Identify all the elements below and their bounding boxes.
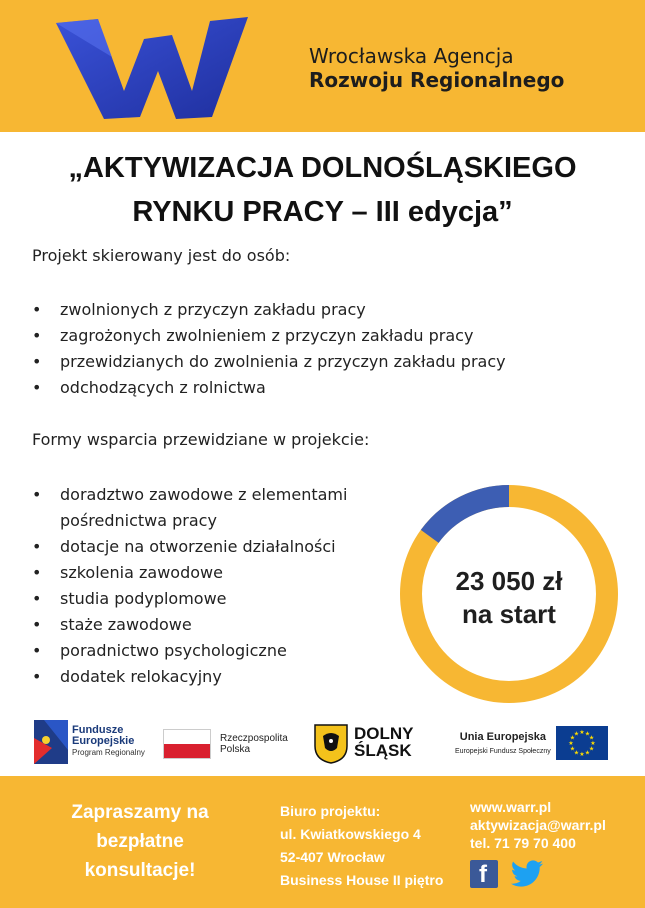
fundusze-europejskie-logo-icon	[34, 720, 68, 764]
eu-star-icon: ★	[584, 749, 591, 757]
footer-band	[0, 776, 645, 908]
list-item: • poradnictwo psychologiczne	[32, 638, 392, 664]
list-item: • przewidzianych do zwolnienia z przyczyn zakładu pracy	[32, 349, 592, 375]
list-item: • zwolnionych z przyczyn zakładu pracy	[32, 297, 592, 323]
ds-logo-text	[354, 725, 414, 759]
office-line: Biuro projektu:	[280, 803, 381, 819]
list-item: • studia podyplomowe	[32, 586, 392, 612]
grant-caption: na start	[462, 599, 556, 629]
office-line: Business House II piętro	[280, 872, 444, 888]
ds-line2: ŚLĄSK	[354, 741, 412, 760]
list-item: • odchodzących z rolnictwa	[32, 375, 592, 401]
eu-star-icon: ★	[573, 730, 580, 738]
donut-accent-segment	[430, 496, 509, 536]
invite-text: Zapraszamy na bezpłatne konsultacje!	[71, 802, 209, 881]
fe-line1: Fundusze	[72, 724, 124, 736]
phone-number: tel. 71 79 70 400	[470, 835, 576, 851]
ue-line2: Europejski Fundusz Społeczny	[455, 748, 551, 755]
office-address	[280, 800, 443, 892]
rp-logo-text	[220, 733, 288, 755]
ue-line1: Unia Europejska	[459, 731, 546, 743]
list-item: • dodatek relokacyjny	[32, 664, 392, 690]
office-line: 52-407 Wrocław	[280, 849, 385, 865]
eu-flag-icon	[556, 726, 608, 760]
dolny-slask-crest-icon	[314, 724, 348, 764]
ds-line1: DOLNY	[354, 724, 414, 743]
target-groups-list	[32, 297, 592, 401]
fe-line2: Europejskie	[72, 735, 135, 747]
website-link[interactable]: www.warr.pl	[470, 799, 552, 815]
support-forms-list	[32, 482, 392, 690]
list-item: • dotacje na otworzenie działalności	[32, 534, 392, 560]
list-item: • szkolenia zawodowe	[32, 560, 392, 586]
list-item: • doradztwo zawodowe z elementami pośrednictwa pracy	[32, 482, 392, 534]
list-item: • zagrożonych zwolnieniem z przyczyn zakładu pracy	[32, 323, 592, 349]
rp-line1: Rzeczpospolita	[220, 733, 288, 744]
agency-name	[309, 44, 564, 92]
title-line1: „AKTYWIZACJA DOLNOŚLĄSKIEGO	[68, 152, 577, 184]
eu-star-icon: ★	[569, 745, 576, 753]
eu-star-icon: ★	[569, 734, 576, 742]
agency-name-line1: Wrocławska Agencja	[309, 44, 514, 68]
eu-star-icon: ★	[579, 751, 585, 758]
fe-line3: Program Regionalny	[72, 748, 145, 757]
header-band	[0, 0, 645, 132]
grant-amount: 23 050 zł	[455, 566, 563, 596]
eu-star-icon: ★	[590, 740, 596, 747]
intro-text: Projekt skierowany jest do osób:	[32, 246, 291, 265]
eu-star-icon: ★	[568, 740, 574, 747]
contact-info	[470, 798, 606, 852]
office-line: ul. Kwiatkowskiego 4	[280, 826, 421, 842]
donut-label	[399, 565, 619, 631]
email-link[interactable]: aktywizacja@warr.pl	[470, 817, 606, 833]
warr-logo-icon	[52, 13, 252, 125]
eu-star-icon: ★	[588, 734, 595, 742]
polish-flag-icon	[163, 729, 211, 759]
fe-logo-text	[72, 725, 145, 758]
eu-stars-icon	[556, 726, 608, 760]
eu-star-icon: ★	[573, 749, 580, 757]
page-title	[0, 146, 645, 234]
eu-star-icon: ★	[584, 730, 591, 738]
title-line2: RYNKU PRACY – III edycja”	[132, 196, 513, 228]
rp-line2: Polska	[220, 744, 251, 755]
eu-star-icon: ★	[588, 745, 595, 753]
eu-star-icon: ★	[579, 729, 585, 736]
facebook-icon[interactable]: f	[470, 860, 498, 888]
list-item: • staże zawodowe	[32, 612, 392, 638]
ue-logo-text	[455, 731, 551, 758]
logo-strip	[0, 712, 645, 772]
twitter-icon[interactable]	[510, 860, 544, 888]
agency-name-line2: Rozwoju Regionalnego	[309, 68, 565, 92]
support-forms-title: Formy wsparcia przewidziane w projekcie:	[32, 430, 370, 449]
